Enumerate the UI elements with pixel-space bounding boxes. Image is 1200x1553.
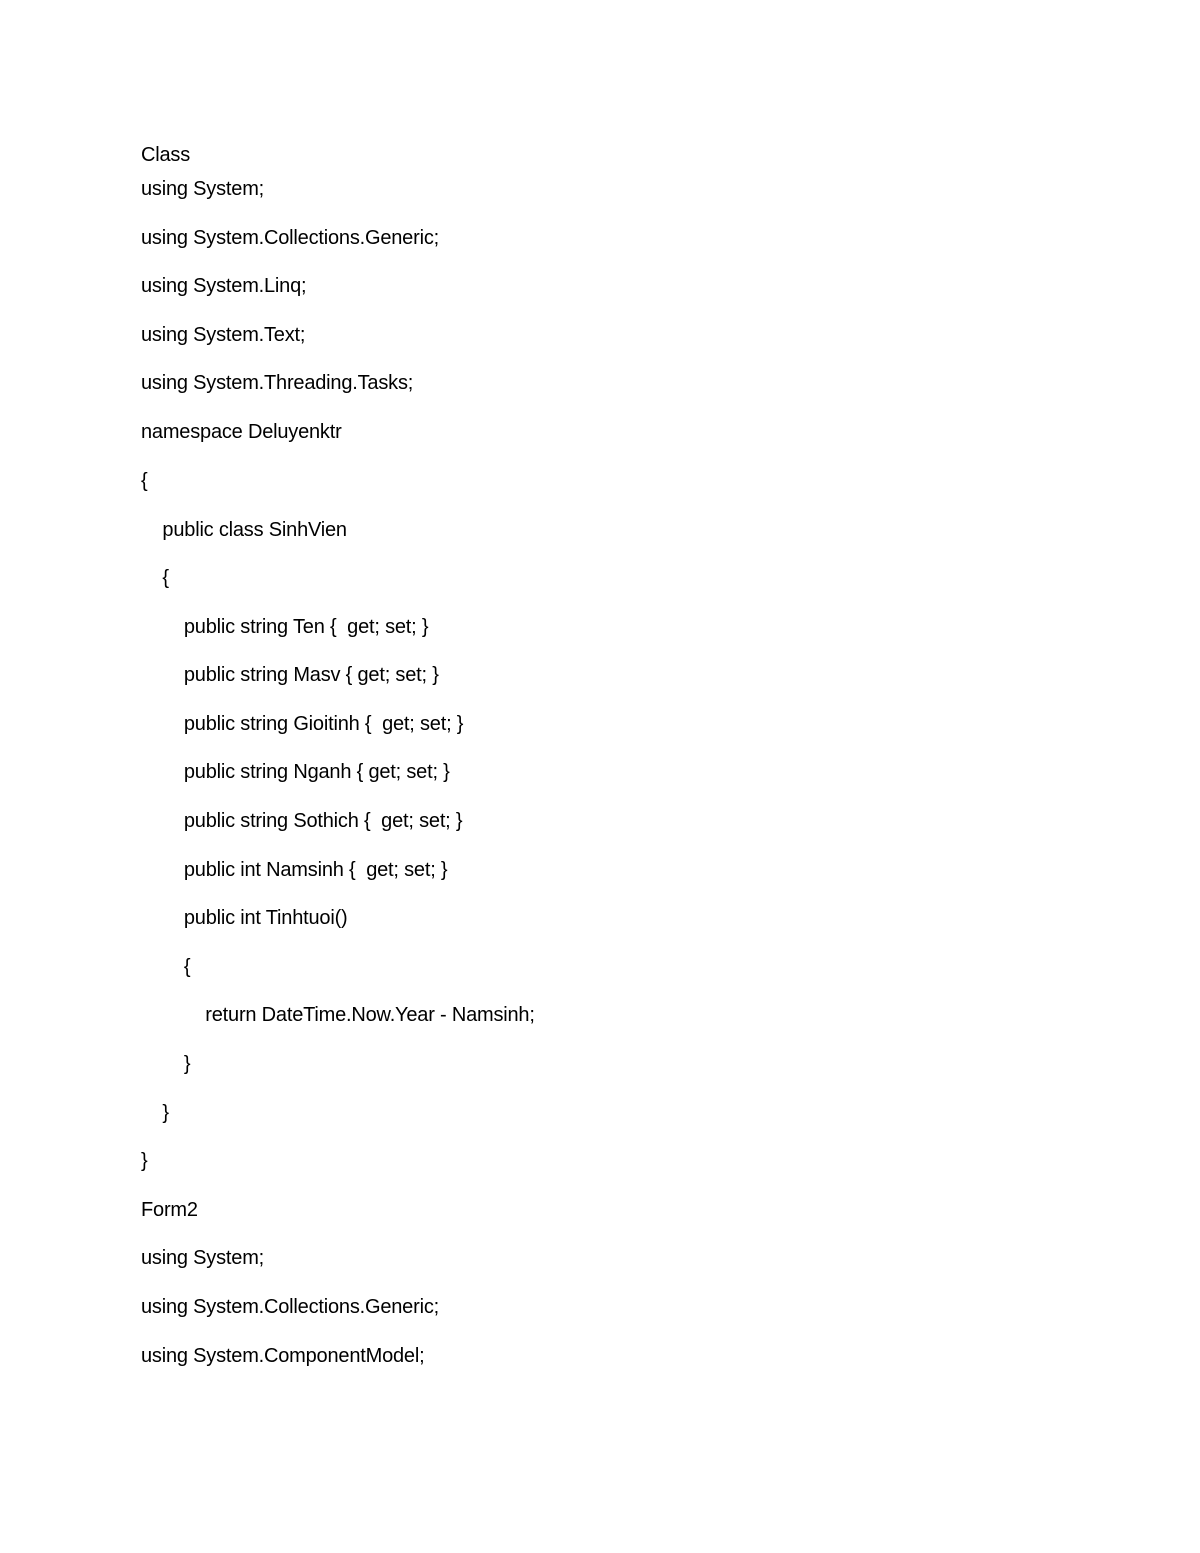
code-line: public string Ten { get; set; } (141, 616, 429, 638)
code-line: using System; (141, 178, 265, 200)
code-line: public string Gioitinh { get; set; } (141, 713, 464, 735)
code-line: } (141, 1150, 148, 1172)
code-line: using System.Linq; (141, 275, 307, 297)
code-line: { (141, 470, 148, 492)
code-line: using System.Collections.Generic; (141, 227, 439, 249)
code-line: { (141, 956, 191, 978)
section-heading-class: Class (141, 144, 191, 166)
code-line: public class SinhVien (141, 519, 347, 541)
code-line: using System.Text; (141, 324, 306, 346)
code-line: public int Namsinh { get; set; } (141, 859, 448, 881)
code-line: using System.ComponentModel; (141, 1345, 425, 1367)
code-line: using System; (141, 1247, 265, 1269)
code-line: using System.Threading.Tasks; (141, 372, 414, 394)
code-line: public string Masv { get; set; } (141, 664, 439, 686)
code-line: return DateTime.Now.Year - Namsinh; (141, 1004, 535, 1026)
code-line: public int Tinhtuoi() (141, 907, 348, 929)
code-line: using System.Collections.Generic; (141, 1296, 439, 1318)
code-line: public string Sothich { get; set; } (141, 810, 463, 832)
section-heading-form2: Form2 (141, 1199, 198, 1221)
code-line: { (141, 567, 169, 589)
code-line: namespace Deluyenktr (141, 421, 342, 443)
code-line: } (141, 1053, 191, 1075)
code-line: public string Nganh { get; set; } (141, 761, 450, 783)
code-line: } (141, 1102, 169, 1124)
